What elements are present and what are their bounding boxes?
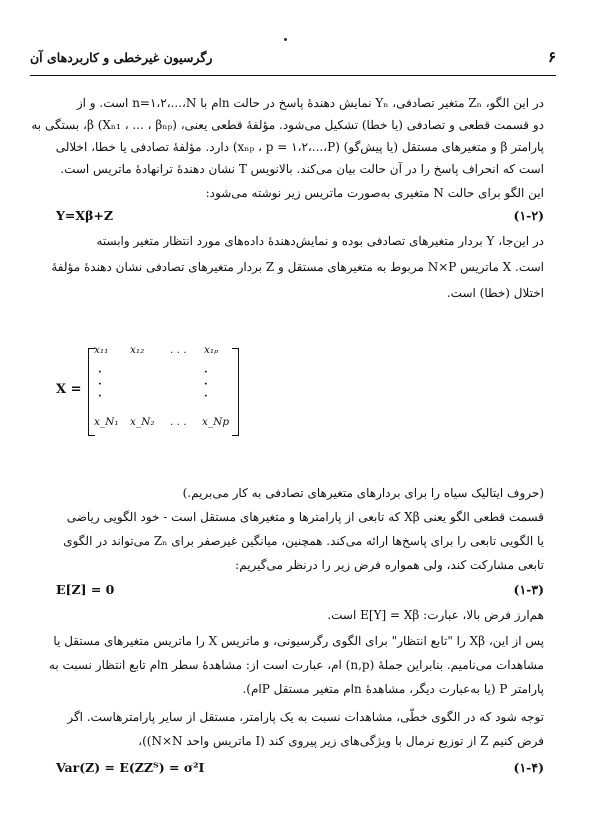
running-header: [30, 50, 556, 74]
paragraph-line: است. X ماتریس N×P مربوط به متغیرهای مستقل و Z بردار متغیرهای تصادفی نشان دهندهٔ مؤلفهٔ: [51, 260, 544, 274]
paragraph-line: اختلال (خطا) است.: [446, 286, 544, 300]
paragraph-line: (حروف ایتالیک سیاه را برای بردارهای متغیرهای تصادفی به کار می‌بریم.): [182, 486, 544, 500]
matrix-label: X =: [56, 382, 82, 397]
matrix-vdots: ·: [204, 366, 208, 378]
matrix-cell: . . .: [170, 344, 187, 356]
matrix-cell: x_N₁: [94, 416, 119, 428]
equation: E[Z] = 0: [56, 582, 115, 597]
equation-number: (۱-۴): [513, 760, 544, 775]
running-title: رگرسیون غیرخطی و کاربردهای آن: [30, 50, 213, 65]
equation: Y=Xβ+Z: [56, 208, 113, 223]
page-number: ۶: [547, 48, 556, 66]
matrix-cell: x₁₂: [130, 344, 145, 356]
paragraph-line: است که انحراف پاسخ را در آن حالت بیان می‌کند. بالانویس T نشان دهندهٔ ترانهادهٔ ماتریس است.: [60, 162, 544, 176]
paragraph-line: پارامتر β و متغیرهای مستقل (یا پیش‌گو) (xₙₚ ، p = ۱،۲،...،P) دارد. مؤلفهٔ تصادفی یا خطا، اخلالی: [55, 140, 544, 154]
paragraph-line: در این‌جا، Y بردار متغیرهای تصادفی بوده و نمایش‌دهندهٔ داده‌های مورد انتظار متغیر وابسته: [96, 234, 544, 248]
matrix-cell: x₁₁: [94, 344, 109, 356]
paragraph-line: توجه شود که در الگوی خطّی، مشاهدات نسبت به یک پارامتر، مستقل از سایر پارامترهاست. اگر: [67, 710, 544, 724]
paragraph-line: این الگو برای حالت N متغیری به‌صورت ماتریس زیر نوشته می‌شود:: [205, 186, 544, 200]
equation-number: (۱-۳): [513, 582, 544, 597]
equation-number: (۱-۲): [513, 208, 544, 223]
paragraph-line: پارامتر P (یا به‌عبارت دیگر، مشاهدهٔ nام متغیر مستقل Pام).: [242, 682, 544, 696]
paragraph-line: یا الگویی تابعی را برای پاسخ‌ها ارائه می‌کند. همچنین، میانگین غیرصفر برای Zₙ می‌تواند در الگوی: [63, 534, 544, 548]
matrix-x: [52, 340, 252, 440]
paragraph-line: مشاهدات می‌نامیم. بنابراین جملهٔ (n,p) ام، عبارت است از: مشاهدهٔ سطر nام تابع انتظار نسبت به: [48, 658, 544, 672]
header-rule: [30, 75, 556, 76]
paragraph-line: هم‌ارز فرض بالا، عبارت: E[Y] = Xβ است.: [327, 608, 544, 622]
paragraph-line: قسمت قطعی الگو یعنی Xβ که تابعی از پارامترها و متغیرهای مستقل است - خود الگویی ریاضی: [66, 510, 544, 524]
paragraph-line: در این الگو، Zₙ متغیر تصادفی، Yₙ نمایش دهندهٔ پاسخ در حالت nام با n=۱،۲،...،N است. و از: [76, 96, 544, 110]
matrix-cell: x_Np: [202, 416, 230, 428]
matrix-vdots: ·: [204, 378, 208, 390]
matrix-vdots: ·: [98, 390, 102, 402]
matrix-right-bracket: [232, 348, 239, 436]
paragraph-line: دو قسمت قطعی و تصادفی (یا خطا) تشکیل می‌شود. مؤلفهٔ قطعی یعنی، β (Xₙ₁ ، ... ، βₙₚ)، بستگی به: [31, 118, 544, 132]
page-speck: [284, 38, 287, 41]
matrix-vdots: ·: [204, 390, 208, 402]
matrix-vdots: ·: [98, 378, 102, 390]
matrix-vdots: ·: [98, 366, 102, 378]
equation: Var(Z) = E(ZZᵀ) = σ²I: [56, 760, 205, 775]
paragraph-line: فرض کنیم Z از توزیع نرمال با ویژگی‌های زیر پیروی کند (I ماتریس واحد N×N))،: [138, 734, 544, 748]
matrix-cell: x_N₂: [130, 416, 155, 428]
matrix-cell: . . .: [170, 416, 187, 428]
matrix-cell: x₁ₚ: [204, 344, 219, 356]
paragraph-line: تابعی مشارکت کند، ولی همواره فرض زیر را درنظر می‌گیریم:: [235, 558, 544, 572]
paragraph-line: پس از این، Xβ را "تابع انتظار" برای الگوی رگرسیونی، و ماتریس X را ماتریس متغیرهای مستقل یا: [53, 634, 544, 648]
